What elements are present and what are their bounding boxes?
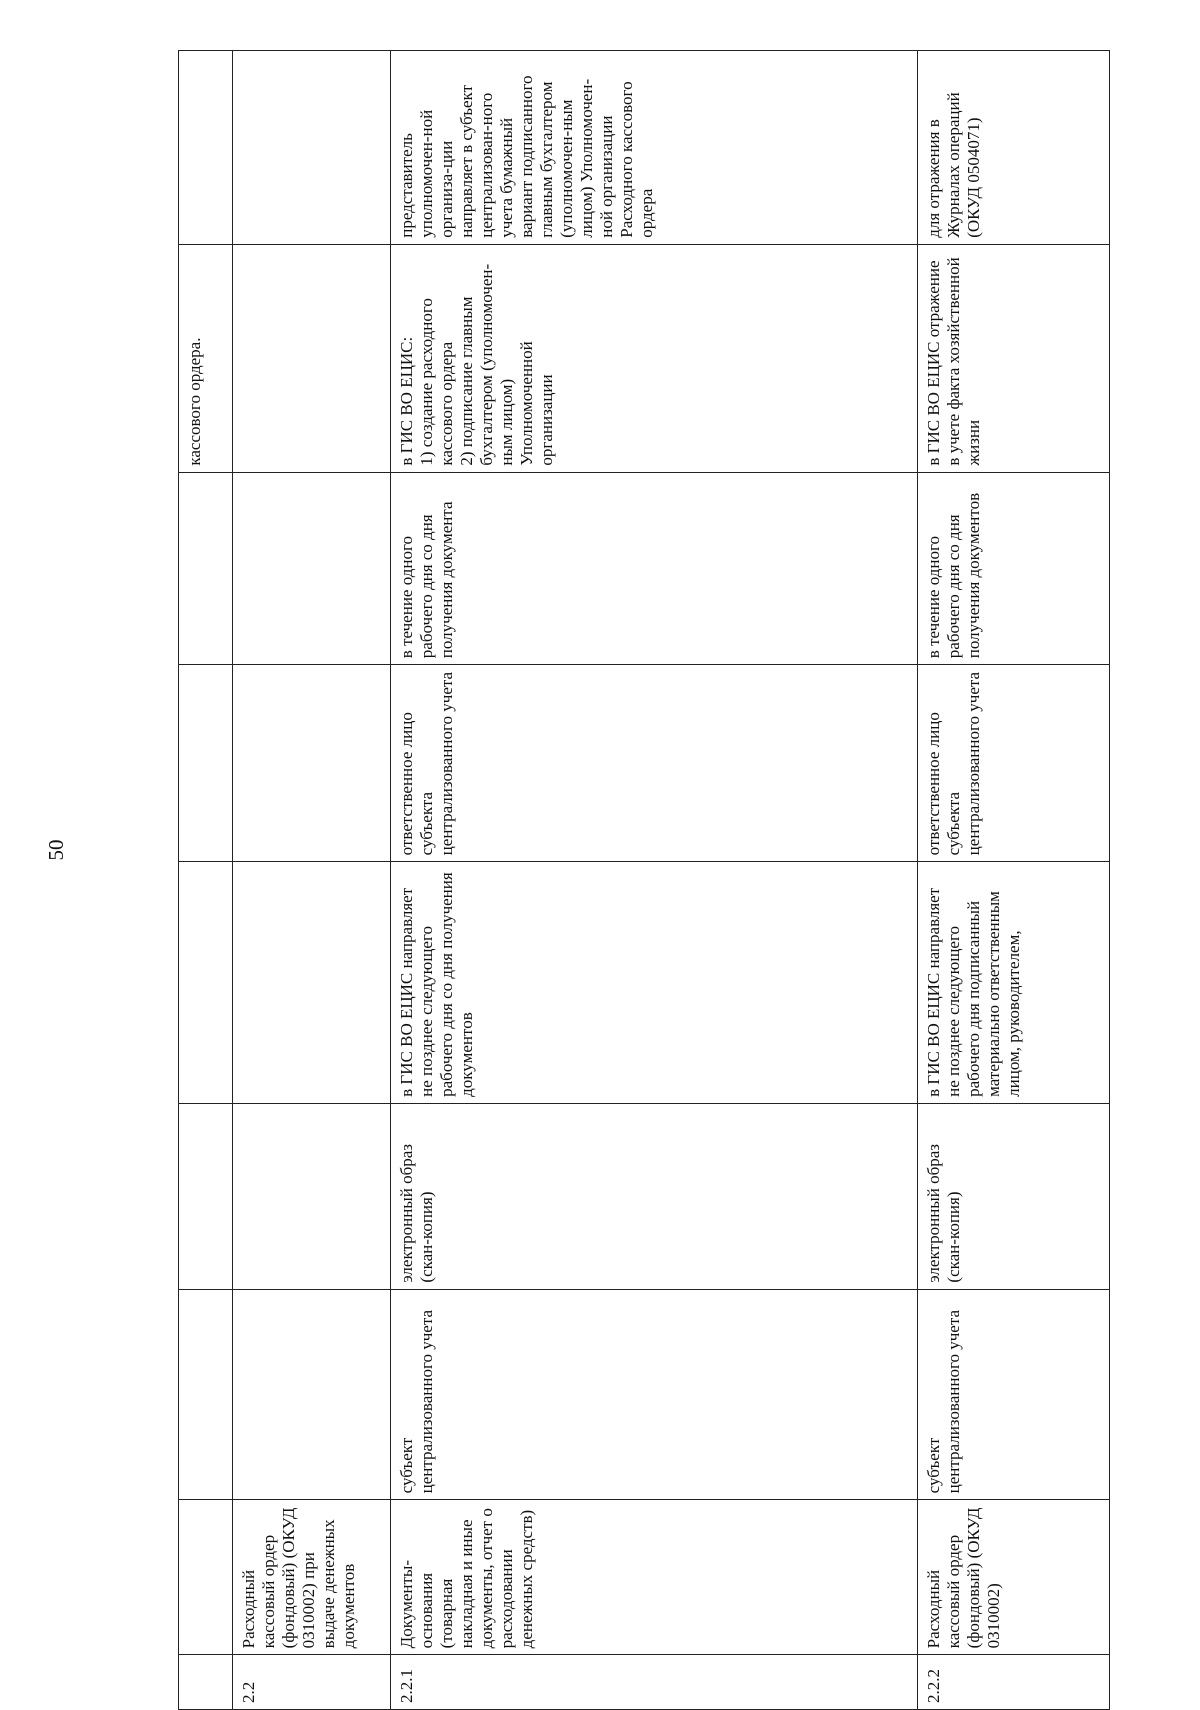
- cell-deadline-check: в течение одного рабочего дня со дня получения документов: [917, 472, 1109, 665]
- cell-num: 2.2: [232, 1655, 391, 1710]
- cell-responsible-receiver: ответственное лицо субъекта централизованного учета: [917, 665, 1109, 862]
- table-row: [232, 51, 391, 1710]
- cell-deadline-check: в течение одного рабочего дня со дня получения документа: [391, 472, 917, 665]
- cell-form: электронный образ (скан-копия): [391, 1103, 917, 1289]
- cell-document: Расходный кассовый ордер (фондовый) (ОКУД 0310002) при выдаче денежных документов: [232, 1500, 391, 1655]
- cell-deadline-transfer: [232, 862, 391, 1104]
- cell-continuation-deadline-transfer: [179, 862, 233, 1104]
- cell-num: 2.2.2: [917, 1655, 1109, 1710]
- cell-continuation-form: [179, 1103, 233, 1289]
- cell-responsible-receiver: ответственное лицо субъекта централизованного учета: [391, 665, 917, 862]
- cell-continuation-result: [179, 51, 233, 245]
- cell-result: для отражения в Журналах операций (ОКУД 0504071): [917, 51, 1109, 245]
- page-number: 50: [44, 839, 68, 861]
- table-row: [917, 51, 1109, 1710]
- cell-document: Расходный кассовый ордер (фондовый) (ОКУД 0310002): [917, 1500, 1109, 1655]
- cell-continuation-creator: [179, 1289, 233, 1500]
- cell-result: [232, 51, 391, 245]
- cell-num: 2.2.1: [391, 1655, 917, 1710]
- cell-continuation-system-action: кассового ордера.: [179, 244, 233, 472]
- document-table: [178, 50, 1110, 1710]
- cell-continuation-receiver: [179, 665, 233, 862]
- cell-responsible-creator: субъект централизованного учета: [917, 1289, 1109, 1500]
- table-row-continuation: [179, 51, 233, 1710]
- cell-deadline-transfer: в ГИС ВО ЕЦИС направляет не позднее следующего рабочего дня со дня получения документов: [391, 862, 917, 1104]
- cell-form: электронный образ (скан-копия): [917, 1103, 1109, 1289]
- cell-document: Документы-основания (товарная накладная и иные документы, отчет о расходовании денежных средств): [391, 1500, 917, 1655]
- cell-system-action: в ГИС ВО ЕЦИС отражение в учете факта хозяйственной жизни: [917, 244, 1109, 472]
- rotated-table-wrapper: [178, 50, 1110, 1710]
- cell-responsible-creator: субъект централизованного учета: [391, 1289, 917, 1500]
- cell-deadline-transfer: в ГИС ВО ЕЦИС направляет не позднее следующего рабочего дня подписанный материально ответственным лицом, руководителем,: [917, 862, 1109, 1104]
- cell-system-action: в ГИС ВО ЕЦИС: 1) создание расходного кассового ордера 2) подписание главным бухгалтером (уполномочен-ным лицом) Уполномоченной организации: [391, 244, 917, 472]
- cell-result: представитель уполномочен-ной организа-ции направляет в субъект централизован-ного учета бумажный вариант подписанного главным бухгалтером (уполномочен-ным лицом) Уполномочен-ной организации Расходного кассового ордера: [391, 51, 917, 245]
- cell-continuation-document: [179, 1500, 233, 1655]
- cell-continuation-deadline-check: [179, 472, 233, 665]
- cell-deadline-check: [232, 472, 391, 665]
- cell-responsible-creator: [232, 1289, 391, 1500]
- cell-form: [232, 1103, 391, 1289]
- table-row: [391, 51, 917, 1710]
- cell-continuation-num: [179, 1655, 233, 1710]
- cell-responsible-receiver: [232, 665, 391, 862]
- cell-system-action: [232, 244, 391, 472]
